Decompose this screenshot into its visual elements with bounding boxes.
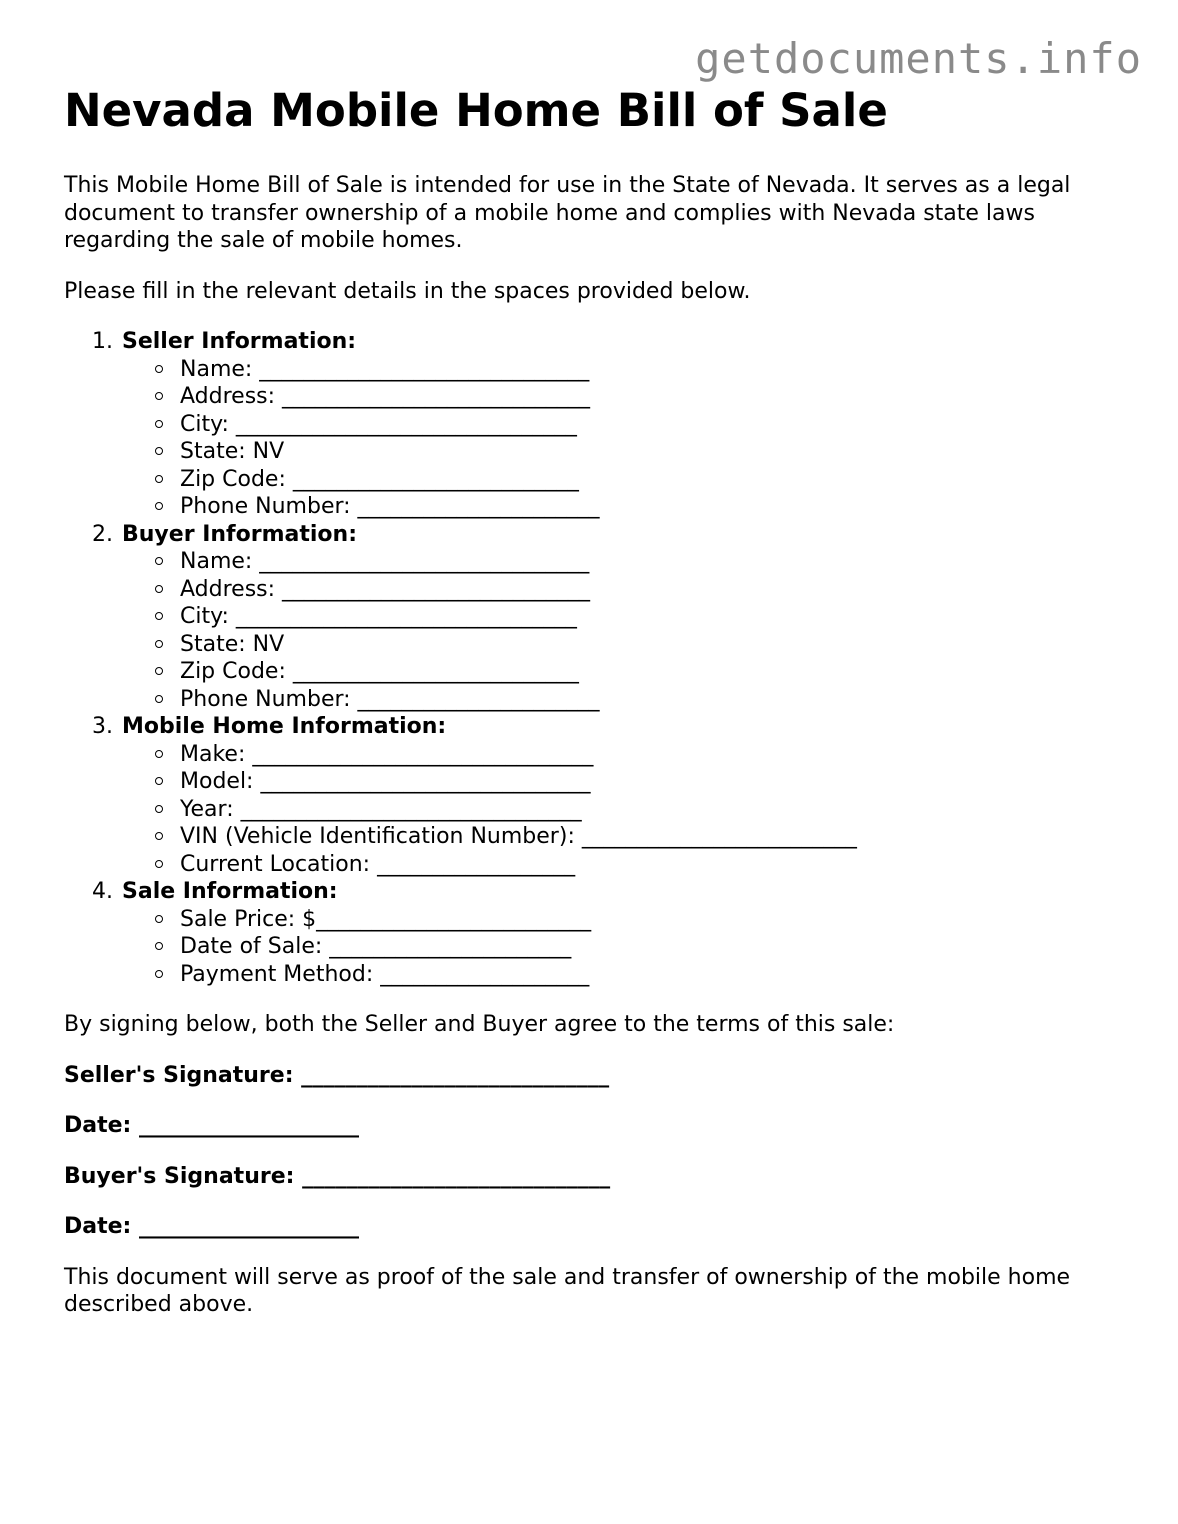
field-vin[interactable]: VIN (Vehicle Identification Number): _________________________: [64, 823, 1124, 851]
field-buyer-address[interactable]: Address: ____________________________: [64, 576, 1124, 604]
seller-signature-line[interactable]: Seller's Signature: ____________________________: [64, 1062, 610, 1088]
field-seller-phone[interactable]: Phone Number: ______________________: [64, 493, 1124, 521]
circle-bullet-icon: [155, 805, 163, 813]
field-list: [122, 906, 1124, 989]
circle-bullet-icon: [155, 420, 163, 428]
circle-bullet-icon: [155, 750, 163, 758]
field-seller-name[interactable]: Name: ______________________________: [64, 356, 1124, 384]
sections-list: [64, 328, 1124, 988]
field-year[interactable]: Year: _______________________________: [64, 796, 1124, 824]
section-title: Buyer Information:: [122, 521, 357, 547]
agreement-paragraph: By signing below, both the Seller and Buyer agree to the terms of this sale:: [64, 1012, 895, 1037]
field-seller-state: State: NV: [64, 438, 1124, 466]
circle-bullet-icon: [155, 860, 163, 868]
closing-paragraph: This document will serve as proof of the sale and transfer of ownership of the mobile home described above.: [64, 1264, 1071, 1317]
circle-bullet-icon: [155, 447, 163, 455]
seller-date-line[interactable]: Date: ____________________: [64, 1113, 360, 1138]
circle-bullet-icon: [155, 502, 163, 510]
section-number: 1.: [92, 329, 113, 354]
field-make[interactable]: Make: _______________________________: [64, 741, 1124, 769]
circle-bullet-icon: [155, 695, 163, 703]
section-mobile-home: [64, 713, 1124, 878]
circle-bullet-icon: [155, 557, 163, 565]
field-seller-address[interactable]: Address: ____________________________: [64, 383, 1124, 411]
buyer-signature-line[interactable]: Buyer's Signature: ____________________________: [64, 1163, 611, 1189]
section-number: 4.: [92, 879, 113, 904]
field-list: [122, 548, 1124, 713]
circle-bullet-icon: [155, 392, 163, 400]
field-seller-city[interactable]: City: _______________________________: [64, 411, 1124, 439]
field-buyer-city[interactable]: City: _______________________________: [64, 603, 1124, 631]
circle-bullet-icon: [155, 612, 163, 620]
field-current-location[interactable]: Current Location: __________________: [64, 851, 1124, 879]
instructions-paragraph: Please fill in the relevant details in the spaces provided below.: [64, 278, 751, 304]
field-payment-method[interactable]: Payment Method: ___________________: [64, 961, 1124, 989]
field-sale-price[interactable]: Sale Price: $_________________________: [64, 906, 1124, 934]
circle-bullet-icon: [155, 970, 163, 978]
field-buyer-phone[interactable]: Phone Number: ______________________: [64, 686, 1124, 714]
circle-bullet-icon: [155, 832, 163, 840]
field-seller-zip[interactable]: Zip Code: __________________________: [64, 466, 1124, 494]
circle-bullet-icon: [155, 365, 163, 373]
section-seller: [64, 328, 1124, 521]
field-date-of-sale[interactable]: Date of Sale: ______________________: [64, 933, 1124, 961]
watermark: getdocuments.info: [695, 34, 1142, 83]
field-buyer-name[interactable]: Name: ______________________________: [64, 548, 1124, 576]
field-buyer-state: State: NV: [64, 631, 1124, 659]
section-title: Mobile Home Information:: [122, 714, 447, 739]
field-model[interactable]: Model: ______________________________: [64, 768, 1124, 796]
section-title: Sale Information:: [122, 879, 338, 904]
field-list: [122, 741, 1124, 879]
document-title: Nevada Mobile Home Bill of Sale: [64, 84, 888, 137]
circle-bullet-icon: [155, 475, 163, 483]
section-sale: [64, 878, 1124, 988]
circle-bullet-icon: [155, 585, 163, 593]
field-buyer-zip[interactable]: Zip Code: __________________________: [64, 658, 1124, 686]
circle-bullet-icon: [155, 667, 163, 675]
section-number: 2.: [92, 521, 113, 547]
document-body: [64, 84, 1124, 1319]
section-number: 3.: [92, 714, 113, 739]
circle-bullet-icon: [155, 942, 163, 950]
buyer-date-line[interactable]: Date: ____________________: [64, 1214, 360, 1239]
circle-bullet-icon: [155, 640, 163, 648]
intro-paragraph: This Mobile Home Bill of Sale is intended for use in the State of Nevada. It serves as a legal document to transfer ownership of a mobile home and complies with Nevada state laws regarding the sale of mobile homes.: [64, 173, 1071, 253]
section-title: Seller Information:: [122, 329, 357, 354]
field-list: [122, 356, 1124, 521]
section-buyer: [64, 521, 1124, 714]
circle-bullet-icon: [155, 777, 163, 785]
circle-bullet-icon: [155, 915, 163, 923]
